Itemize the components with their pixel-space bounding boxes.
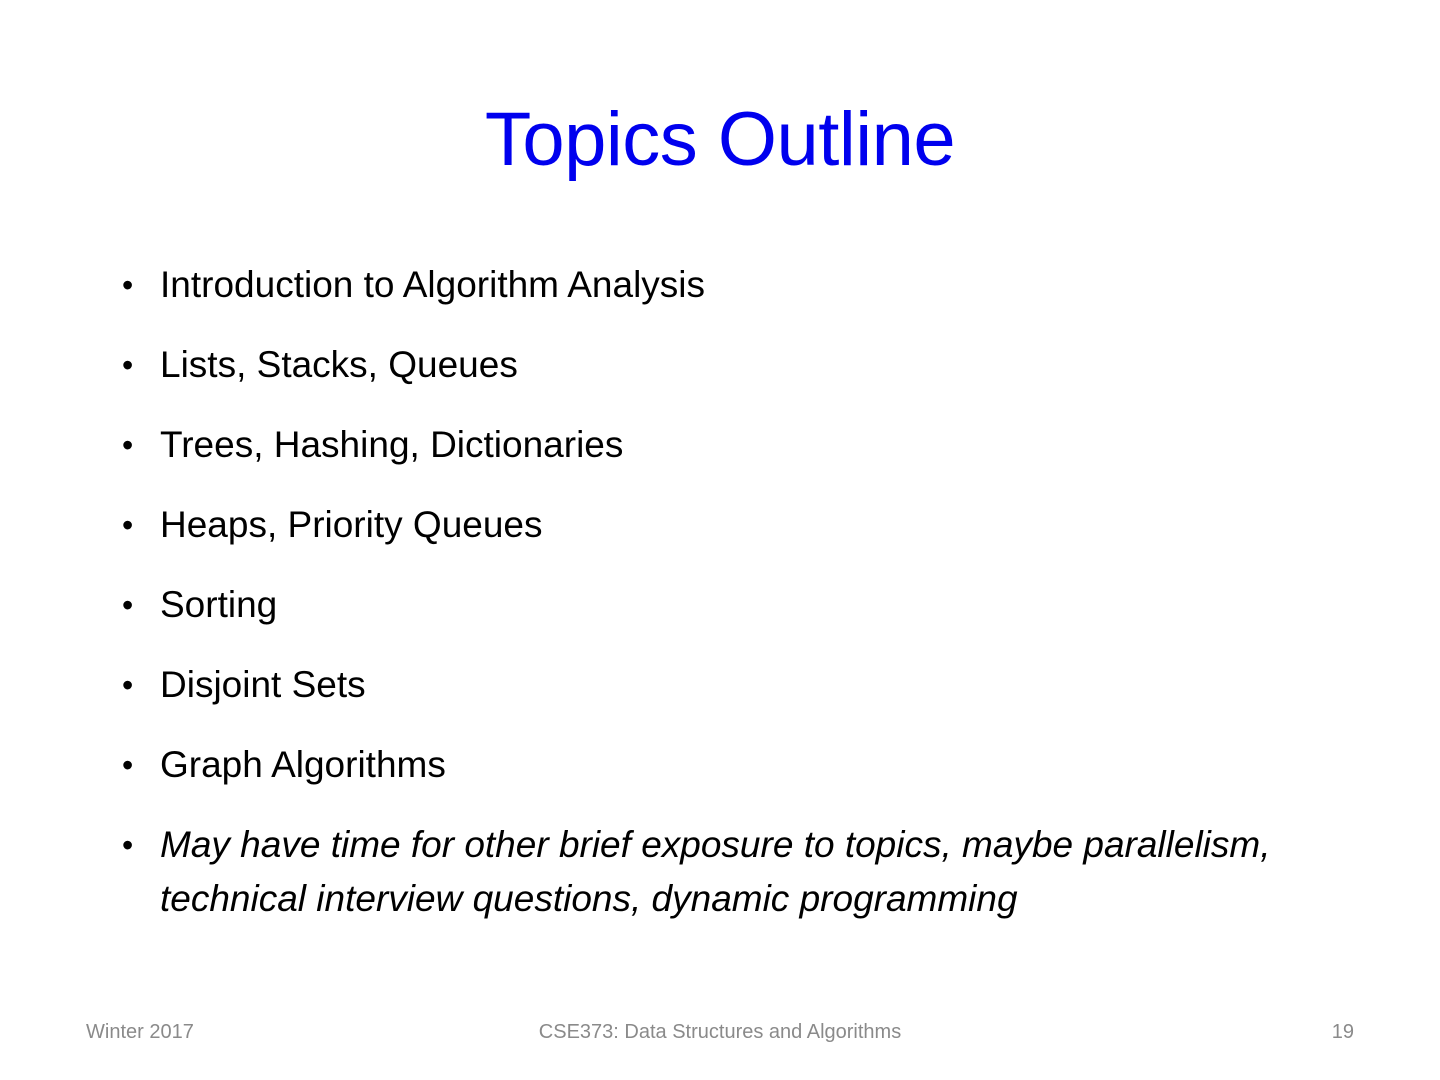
bullet-text: Trees, Hashing, Dictionaries <box>160 424 624 465</box>
bullet-marker: • <box>122 827 134 863</box>
page-number: 19 <box>1331 1021 1354 1043</box>
list-item <box>120 262 1380 308</box>
footer-course-title: CSE373: Data Structures and Algorithms <box>538 1021 902 1043</box>
bullet-text-italic: May have time for other brief exposure to topics, maybe parallelism, technical interview questions, dynamic programming <box>160 824 1271 919</box>
list-item <box>120 822 1380 926</box>
bullet-marker: • <box>122 507 134 543</box>
bullet-text: Introduction to Algorithm Analysis <box>160 264 706 305</box>
bullet-marker: • <box>122 267 134 303</box>
bullet-marker: • <box>122 347 134 383</box>
footer-date: Winter 2017 <box>86 1021 194 1043</box>
bullet-text: Heaps, Priority Queues <box>160 504 543 545</box>
bullet-text: Lists, Stacks, Queues <box>160 344 518 385</box>
list-item <box>120 342 1380 388</box>
bullet-marker: • <box>122 667 134 703</box>
slide-title: Topics Outline <box>484 97 956 182</box>
bullet-marker: • <box>122 427 134 463</box>
list-item <box>120 742 1380 788</box>
bullet-text: Disjoint Sets <box>160 664 366 705</box>
bullet-list <box>120 262 1380 960</box>
bullet-text: Sorting <box>160 584 278 625</box>
bullet-marker: • <box>122 587 134 623</box>
bullet-marker: • <box>122 747 134 783</box>
list-item <box>120 502 1380 548</box>
bullet-text: Graph Algorithms <box>160 744 446 785</box>
list-item <box>120 662 1380 708</box>
list-item <box>120 422 1380 468</box>
list-item <box>120 582 1380 628</box>
